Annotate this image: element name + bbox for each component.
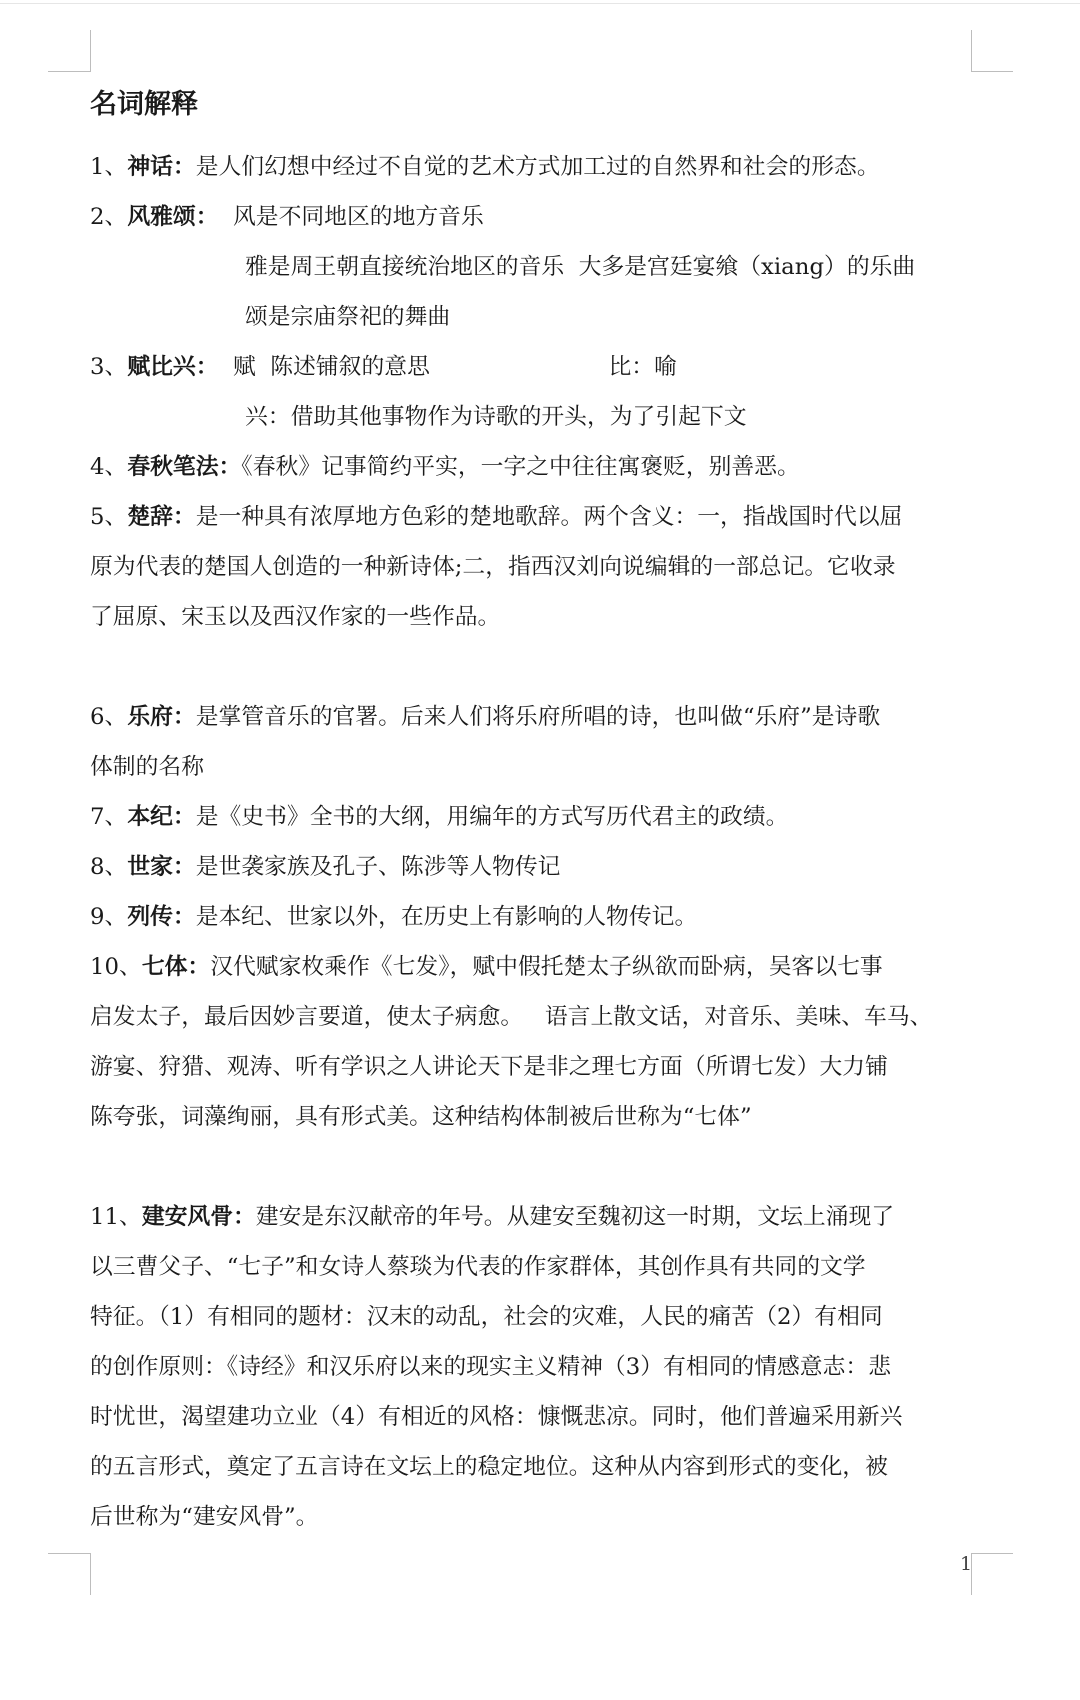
term-entry-yuefu [90, 692, 990, 742]
entry-term: 乐府 [127, 704, 173, 730]
entry-text: 是《史书》全书的大纲，用编年的方式写历代君主的政绩。 [195, 804, 789, 830]
entry-continuation: 游宴、狩猎、观涛、听有学识之人讲论天下是非之理七方面（所谓七发）大力铺 [90, 1054, 888, 1080]
entry-number: 11、 [90, 1204, 142, 1230]
entry-continuation: 原为代表的楚国人创造的一种新诗体;二，指西汉刘向说编辑的一部总记。它收录 [90, 554, 896, 580]
entry-text: 颂是宗庙祭祀的舞曲 [245, 304, 451, 330]
entry-text: 是人们幻想中经过不自觉的艺术方式加工过的自然界和社会的形态。 [195, 154, 880, 180]
entry-term: 列传 [127, 904, 173, 930]
entry-continuation [90, 242, 990, 292]
entry-term: 楚辞 [127, 504, 173, 530]
entry-term: 赋比兴 [127, 354, 196, 380]
entry-separator: ： [187, 954, 211, 980]
entry-separator: ： [195, 204, 219, 230]
entry-continuation: 后世称为“建安风骨”。 [90, 1504, 319, 1530]
crop-mark [971, 1553, 1013, 1554]
term-entry-jianan [90, 1192, 990, 1242]
entry-text: 是世袭家族及孔子、陈涉等人物传记 [195, 854, 561, 880]
entry-continuation [90, 392, 990, 442]
crop-mark [48, 1553, 90, 1554]
crop-mark [48, 71, 90, 72]
entry-separator: ： [218, 454, 242, 480]
term-entry-qiti [90, 942, 990, 992]
crop-mark [90, 30, 91, 72]
term-entry-benji [90, 792, 990, 842]
entry-separator: ： [172, 154, 196, 180]
entry-term: 风雅颂 [127, 204, 196, 230]
entry-separator: ： [172, 854, 196, 880]
crop-mark [971, 71, 1013, 72]
paragraph-gap [90, 642, 990, 692]
entry-text: 是一种具有浓厚地方色彩的楚地歌辞。两个含义：一，指战国时代以屈 [195, 504, 903, 530]
entry-term: 世家 [127, 854, 173, 880]
entry-separator: ： [172, 804, 196, 830]
term-entry-fu-bi-xing [90, 342, 990, 392]
entry-term: 建安风骨 [141, 1204, 233, 1230]
entry-text: 建安是东汉献帝的年号。从建安至魏初这一时期，文坛上涌现了 [255, 1204, 895, 1230]
entry-text: 雅是周王朝直接统治地区的音乐 大多是宫廷宴飨（xiang）的乐曲 [245, 254, 916, 280]
entry-continuation: 特征。（1）有相同的题材：汉末的动乱，社会的灾难，人民的痛苦（2）有相同 [90, 1304, 883, 1330]
entry-number: 7、 [90, 804, 128, 830]
entry-text: 风是不同地区的地方音乐 [218, 204, 484, 230]
entry-separator: ： [172, 504, 196, 530]
term-entry-liezhuan [90, 892, 990, 942]
entry-number: 8、 [90, 854, 128, 880]
term-entry-myth [90, 142, 990, 192]
entry-number: 2、 [90, 204, 128, 230]
document-body [90, 84, 990, 1542]
top-divider [0, 3, 1080, 4]
term-entry-chunqiu [90, 442, 990, 492]
entry-separator: ： [233, 1204, 256, 1230]
entry-separator: ： [172, 704, 196, 730]
entry-term: 七体 [141, 954, 188, 980]
paragraph-gap [90, 1142, 990, 1192]
page-number: 1 [960, 1553, 973, 1575]
entry-text: 比：喻 [608, 354, 677, 380]
entry-number: 3、 [90, 354, 128, 380]
crop-mark [90, 1553, 91, 1595]
entry-continuation [90, 292, 990, 342]
entry-text: 赋 陈述铺叙的意思 [218, 354, 430, 380]
term-entry-shijia [90, 842, 990, 892]
entry-term: 春秋笔法 [127, 454, 219, 480]
entry-text: 汉代赋家枚乘作《七发》，赋中假托楚太子纵欲而卧病，吴客以七事 [210, 954, 883, 980]
entry-continuation: 的五言形式，奠定了五言诗在文坛上的稳定地位。这种从内容到形式的变化，被 [90, 1454, 888, 1480]
entry-text: 《春秋》记事简约平实，一字之中往往寓褒贬，别善恶。 [241, 454, 800, 480]
entry-continuation: 体制的名称 [90, 754, 204, 780]
entry-separator: ： [172, 904, 196, 930]
term-entry-feng-ya-song [90, 192, 990, 242]
entry-text: 是掌管音乐的官署。后来人们将乐府所唱的诗，也叫做“乐府”是诗歌 [195, 704, 881, 730]
entry-continuation: 启发太子，最后因妙言要道，使太子病愈。 语言上散文话，对音乐、美味、车马、 [90, 1004, 933, 1030]
entry-number: 5、 [90, 504, 128, 530]
entry-number: 6、 [90, 704, 128, 730]
entry-text: 兴：借助其他事物作为诗歌的开头，为了引起下文 [245, 404, 747, 430]
entry-number: 1、 [90, 154, 128, 180]
entry-number: 9、 [90, 904, 128, 930]
page-title: 名词解释 [90, 89, 198, 120]
entry-number: 10、 [90, 954, 142, 980]
entry-continuation: 的创作原则：《诗经》和汉乐府以来的现实主义精神（3）有相同的情感意志：悲 [90, 1354, 891, 1380]
entry-continuation: 了屈原、宋玉以及西汉作家的一些作品。 [90, 604, 501, 630]
term-entry-chuci [90, 492, 990, 542]
entry-continuation: 时忧世，渴望建功立业（4）有相近的风格：慷慨悲凉。同时，他们普遍采用新兴 [90, 1404, 903, 1430]
entry-number: 4、 [90, 454, 128, 480]
entry-continuation: 陈夸张，词藻绚丽，具有形式美。这种结构体制被后世称为“七体” [90, 1104, 752, 1130]
entry-text: 是本纪、世家以外，在历史上有影响的人物传记。 [195, 904, 698, 930]
entry-term: 神话 [127, 154, 173, 180]
entry-continuation: 以三曹父子、“七子”和女诗人蔡琰为代表的作家群体，其创作具有共同的文学 [90, 1254, 866, 1280]
entry-term: 本纪 [127, 804, 173, 830]
entry-separator: ： [195, 354, 219, 380]
crop-mark [971, 30, 972, 72]
